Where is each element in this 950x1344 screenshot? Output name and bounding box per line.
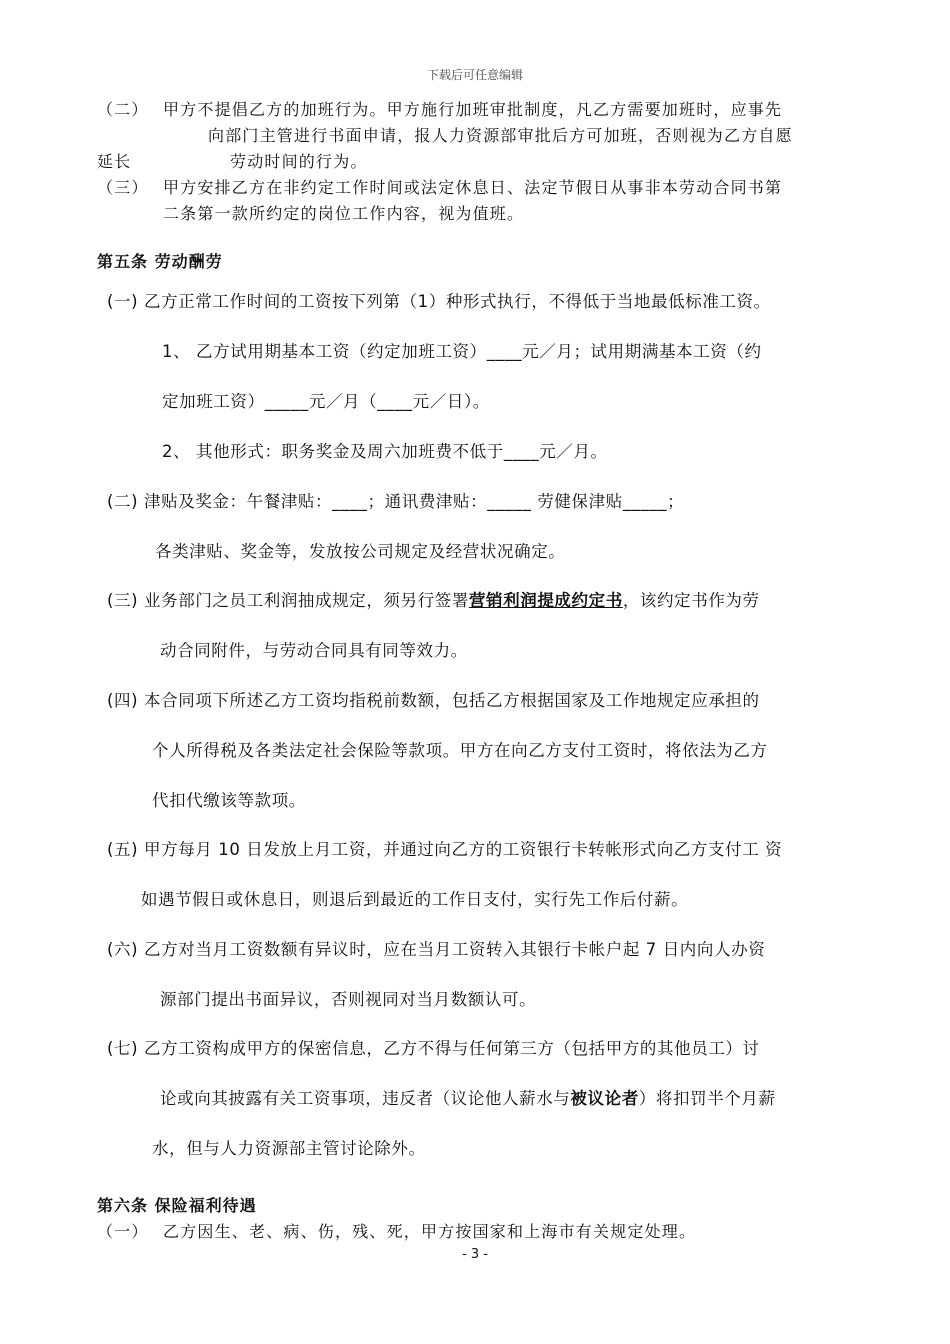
article-5-para-5a: (五) 甲方每月 10 日发放上月工资，并通过向乙方的工资银行卡转帐形式向乙方支付工 资	[107, 840, 783, 859]
article-5-para-3a	[107, 587, 760, 611]
agreement-title: 营销利润提成约定书	[468, 591, 623, 610]
article-5-para-1-sub-1b: 定加班工资）_____元／月（____元／日）。	[162, 392, 490, 411]
item-3-label: （三）	[97, 178, 149, 197]
article-5-para-7b-post: ）将扣罚半个月薪	[638, 1089, 776, 1108]
article-5-para-7c: 水，但与人力资源部主管讨论除外。	[152, 1139, 426, 1158]
item-2-line-3b: 劳动时间的行为。	[230, 152, 368, 171]
article-5-para-6b: 源部门提出书面异议，否则视同对当月数额认可。	[160, 990, 537, 1009]
article-5-heading: 第五条 劳动酬劳	[97, 252, 223, 271]
item-2-line-2: 向部门主管进行书面申请，报人力资源部审批后方可加班，否则视为乙方自愿	[208, 126, 793, 145]
article-5-para-2a: (二) 津贴及奖金：午餐津贴：____；通讯费津贴：_____ 劳健保津贴_____；	[107, 492, 685, 511]
item-3-line-1: 甲方安排乙方在非约定工作时间或法定休息日、法定节假日从事非本劳动合同书第	[163, 178, 783, 197]
item-2-line-1: 甲方不提倡乙方的加班行为。甲方施行加班审批制度，凡乙方需要加班时，应事先	[163, 100, 783, 119]
article-5-para-3a-post: ，该约定书作为劳	[622, 591, 760, 610]
item-2-line-3a: 延长	[97, 152, 132, 171]
article-6-item-1-label: （一）	[97, 1222, 149, 1241]
article-5-para-7a: (七) 乙方工资构成甲方的保密信息，乙方不得与任何第三方（包括甲方的其他员工）讨	[107, 1039, 760, 1058]
article-5-para-1: (一) 乙方正常工作时间的工资按下列第（1）种形式执行，不得低于当地最低标准工资。	[107, 292, 771, 311]
article-5-para-7b	[160, 1085, 776, 1109]
article-5-para-1-sub-2: 2、 其他形式：职务奖金及周六加班费不低于____元／月。	[162, 442, 608, 461]
bold-term: 被议论者	[570, 1089, 639, 1108]
article-5-para-5b: 如遇节假日或休息日，则退后到最近的工作日支付，实行先工作后付薪。	[141, 890, 689, 909]
article-6-item-1-text: 乙方因生、老、病、伤，残、死，甲方按国家和上海市有关规定处理。	[163, 1222, 697, 1241]
article-5-para-3b: 动合同附件，与劳动合同具有同等效力。	[160, 641, 468, 660]
page-header: 下载后可任意编辑	[426, 68, 523, 82]
page-number: - 3 -	[462, 1247, 488, 1262]
article-5-para-1-sub-1a: 1、 乙方试用期基本工资（约定加班工资）____元／月；试用期满基本工资（约	[162, 342, 762, 361]
article-5-para-4a: (四) 本合同项下所述乙方工资均指税前数额，包括乙方根据国家及工作地规定应承担的	[107, 691, 760, 710]
article-5-para-3a-pre: (三) 业务部门之员工利润抽成规定，须另行签署	[107, 591, 469, 610]
article-5-para-2b: 各类津贴、奖金等，发放按公司规定及经营状况确定。	[155, 542, 566, 561]
article-5-para-7b-pre: 论或向其披露有关工资事项，违反者（议论他人薪水与	[160, 1089, 571, 1108]
article-5-para-4c: 代扣代缴该等款项。	[152, 791, 306, 810]
article-6-heading: 第六条 保险福利待遇	[97, 1196, 257, 1215]
item-3-line-2: 二条第一款所约定的岗位工作内容，视为值班。	[163, 204, 525, 223]
article-5-para-4b: 个人所得税及各类法定社会保险等款项。甲方在向乙方支付工资时，将依法为乙方	[152, 741, 768, 760]
article-5-para-6a: (六) 乙方对当月工资数额有异议时，应在当月工资转入其银行卡帐户起 7 日内向人办资	[107, 940, 766, 959]
item-2-label: （二）	[97, 100, 149, 119]
